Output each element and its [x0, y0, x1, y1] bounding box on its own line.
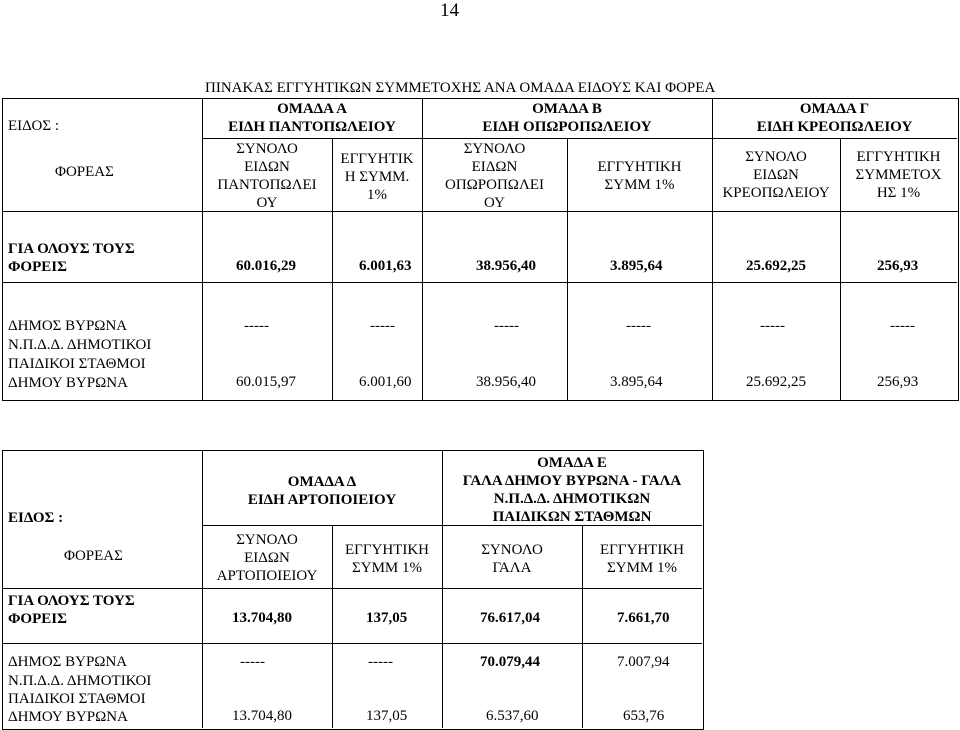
- foreas-label: ΦΟΡΕΑΣ: [55, 164, 114, 180]
- table-cell: 6.001,63: [359, 258, 412, 274]
- table-cell: -----: [240, 654, 265, 670]
- group-e-guarantee-header: ΕΓΓΥΗΤΙΚΗ ΣΥΜΜ 1%: [600, 542, 684, 576]
- t1-vline: [840, 210, 841, 400]
- group-b-total-header: ΣΥΝΟΛΟ ΕΙΔΩΝ ΟΠΩΡΟΠΩΛΕΙ ΟΥ: [444, 141, 544, 211]
- table-cell: 76.617,04: [480, 610, 540, 626]
- table-cell: 13.704,80: [232, 708, 292, 724]
- table-cell: -----: [244, 318, 269, 334]
- table-cell: -----: [494, 318, 519, 334]
- row-label-municipality-2: ΔΗΜΟΣ ΒΥΡΩΝΑ: [8, 654, 128, 670]
- row-label-nursery-schools: Ν.Π.Δ.Δ. ΔΗΜΟΤΙΚΟΙ ΠΑΙΔΙΚΟΙ ΣΤΑΘΜΟΙ ΔΗΜΟΥ ΒΥΡΩΝΑ: [8, 337, 152, 391]
- table-cell: 60.015,97: [236, 374, 296, 390]
- table-cell: 256,93: [877, 374, 919, 390]
- group-b-header: ΟΜΑΔΑ Β ΕΙΔΗ ΟΠΩΡΟΠΩΛΕΙΟΥ: [482, 101, 652, 135]
- table-cell: 6.001,60: [359, 374, 412, 390]
- t1-vline: [567, 210, 568, 400]
- row-label-all-bodies-2: ΓΙΑ ΟΛΟΥΣ ΤΟΥΣ ΦΟΡΕΙΣ: [8, 593, 135, 627]
- table-cell: -----: [370, 318, 395, 334]
- table-cell: 13.704,80: [232, 610, 292, 626]
- table-cell: 25.692,25: [746, 374, 806, 390]
- table-cell: 3.895,64: [610, 258, 663, 274]
- table-cell: 25.692,25: [746, 258, 806, 274]
- eidos-label-2: ΕΙΔΟΣ :: [8, 510, 64, 526]
- t1-vline: [202, 210, 203, 400]
- t1-hline: [2, 282, 957, 283]
- foreas-label-2: ΦΟΡΕΑΣ: [64, 548, 123, 564]
- row-label-all-bodies: ΓΙΑ ΟΛΟΥΣ ΤΟΥΣ ΦΟΡΕΙΣ: [8, 241, 135, 275]
- group-b-guarantee-header: ΕΓΓΥΗΤΙΚΗ ΣΥΜΜ 1%: [597, 159, 682, 193]
- t1-vline: [422, 210, 423, 400]
- row-label-municipality: ΔΗΜΟΣ ΒΥΡΩΝΑ: [8, 318, 128, 334]
- table-cell: -----: [760, 318, 785, 334]
- t2-hline: [2, 643, 702, 644]
- table-cell: 38.956,40: [476, 258, 536, 274]
- group-e-header: ΟΜΑΔΑ Ε ΓΑΛΑ ΔΗΜΟΥ ΒΥΡΩΝΑ - ΓΑΛΑ Ν.Π.Δ.Δ. ΔΗΜΟΤΙΚΩΝ ΠΑΙΔΙΚΩΝ ΣΤΑΘΜΩΝ: [462, 455, 682, 525]
- table-cell: -----: [368, 654, 393, 670]
- eidos-label: ΕΙΔΟΣ :: [8, 118, 60, 134]
- table-cell: -----: [626, 318, 651, 334]
- table-cell: -----: [890, 318, 915, 334]
- t1-vline: [712, 210, 713, 400]
- table-cell: 653,76: [623, 708, 665, 724]
- group-c-guarantee-header: ΕΓΓΥΗΤΙΚΗ ΣΥΜΜΕΤΟΧ ΗΣ 1%: [855, 149, 942, 201]
- group-e-total-header: ΣΥΝΟΛΟ ΓΑΛΑ: [481, 542, 543, 576]
- table-cell: 7.661,70: [617, 610, 670, 626]
- table-cell: 137,05: [366, 708, 408, 724]
- group-a-header: ΟΜΑΔΑ Α ΕΙΔΗ ΠΑΝΤΟΠΩΛΕΙΟΥ: [228, 101, 396, 135]
- group-d-guarantee-header: ΕΓΓΥΗΤΙΚΗ ΣΥΜΜ 1%: [345, 542, 429, 576]
- group-c-header: ΟΜΑΔΑ Γ ΕΙΔΗ ΚΡΕΟΠΩΛΕΙΟΥ: [756, 101, 913, 135]
- t2-hline: [2, 588, 702, 589]
- group-d-header: ΟΜΑΔΑ Δ ΕΙΔΗ ΑΡΤΟΠΟΙΕΙΟΥ: [247, 474, 397, 508]
- table-cell: 70.079,44: [480, 654, 540, 670]
- row-label-nursery-schools-2: Ν.Π.Δ.Δ. ΔΗΜΟΤΙΚΟΙ ΠΑΙΔΙΚΟΙ ΣΤΑΘΜΟΙ ΔΗΜΟΥ ΒΥΡΩΝΑ: [8, 673, 152, 725]
- t1-hline: [202, 138, 957, 139]
- group-a-guarantee-header: ΕΓΓΥΗΤΙΚ Η ΣΥΜΜ. 1%: [340, 151, 414, 203]
- t1-vline: [332, 210, 333, 400]
- table-cell: 60.016,29: [236, 258, 296, 274]
- table-cell: 256,93: [877, 258, 919, 274]
- group-d-total-header: ΣΥΝΟΛΟ ΕΙΔΩΝ ΑΡΤΟΠΟΙΕΙΟΥ: [216, 532, 318, 584]
- table-cell: 3.895,64: [610, 374, 663, 390]
- table-cell: 137,05: [366, 610, 408, 626]
- group-a-total-header: ΣΥΝΟΛΟ ΕΙΔΩΝ ΠΑΝΤΟΠΩΛΕΙ ΟΥ: [217, 141, 317, 211]
- table1-title: ΠΙΝΑΚΑΣ ΕΓΓΥΗΤΙΚΩΝ ΣΥΜΜΕΤΟΧΗΣ ΑΝΑ ΟΜΑΔΑ ΕΙΔΟΥΣ ΚΑΙ ΦΟΡΕΑ: [205, 80, 716, 96]
- page-number: 14: [440, 0, 459, 21]
- table-cell: 38.956,40: [476, 374, 536, 390]
- table-cell: 7.007,94: [617, 654, 670, 670]
- table-cell: 6.537,60: [486, 708, 539, 724]
- group-c-total-header: ΣΥΝΟΛΟ ΕΙΔΩΝ ΚΡΕΟΠΩΛΕΙΟΥ: [722, 149, 830, 201]
